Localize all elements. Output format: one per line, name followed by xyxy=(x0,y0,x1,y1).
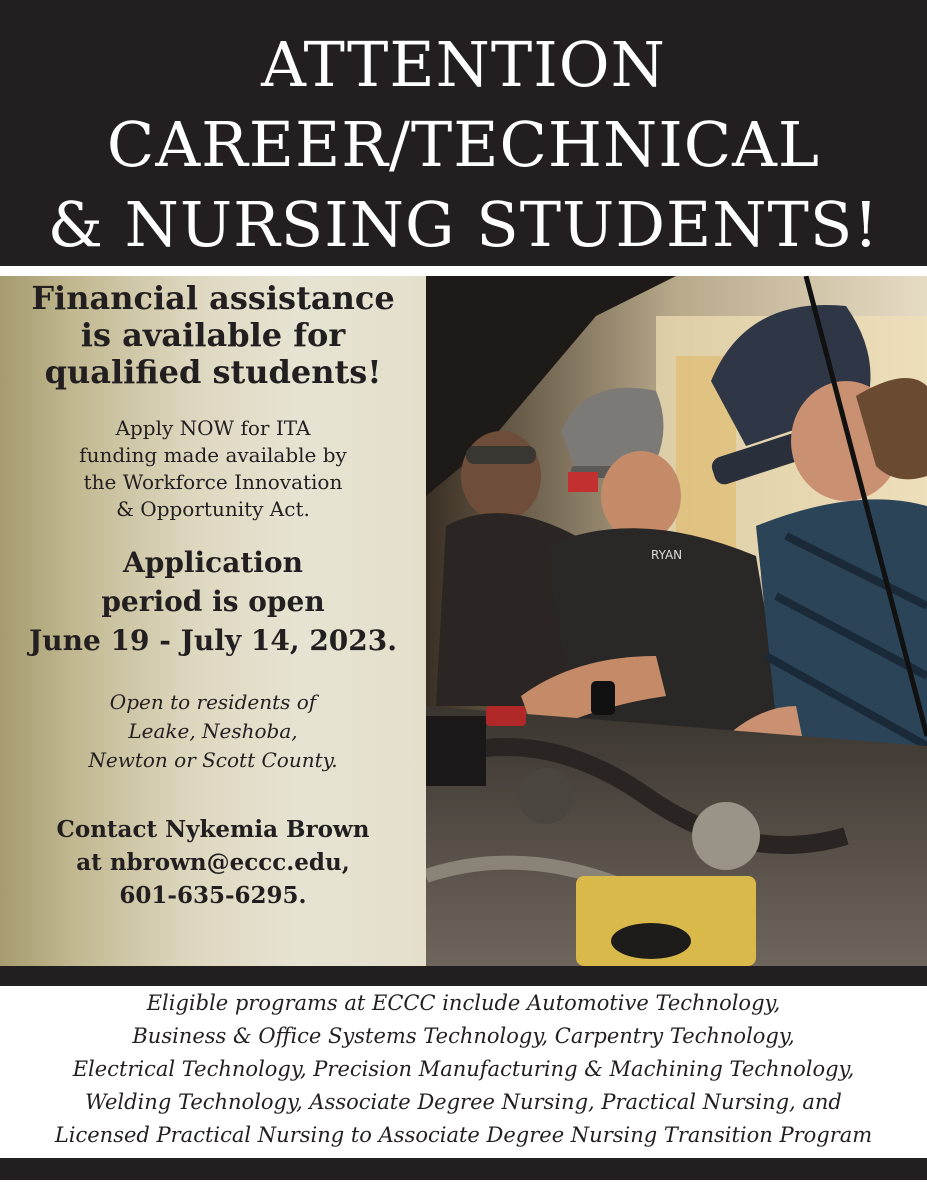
financial-assistance-heading xyxy=(0,280,426,391)
contact-name: Contact Nykemia Brown xyxy=(56,816,370,843)
headline-line: Financial assistance xyxy=(31,279,395,317)
apply-text xyxy=(0,415,426,523)
title-line-2: CAREER/TECHNICAL xyxy=(106,108,821,181)
divider xyxy=(0,266,927,276)
programs-line: Licensed Practical Nursing to Associate Degree Nursing Transition Program xyxy=(54,1123,873,1147)
programs-line: Business & Office Systems Technology, Carpentry Technology, xyxy=(132,1024,795,1048)
application-period xyxy=(0,543,426,660)
programs-line: Electrical Technology, Precision Manufacturing & Machining Technology, xyxy=(72,1057,855,1081)
eligible-programs xyxy=(0,986,927,1159)
period-line: period is open xyxy=(101,585,325,618)
apply-line: funding made available by xyxy=(79,443,347,467)
title-line-3: & NURSING STUDENTS! xyxy=(47,188,880,261)
residency-line: Open to residents of xyxy=(109,690,317,714)
contact-phone[interactable]: 601-635-6295. xyxy=(119,882,307,909)
title-line-1: ATTENTION xyxy=(261,28,666,101)
apply-line: the Workforce Innovation xyxy=(83,470,343,494)
headline-line: qualified students! xyxy=(44,353,382,391)
residency-line: Newton or Scott County. xyxy=(88,748,338,772)
period-line: Application xyxy=(123,546,303,579)
shirt-label: RYAN xyxy=(651,548,683,562)
title-banner xyxy=(0,0,927,266)
apply-line: Apply NOW for ITA xyxy=(115,416,311,440)
programs-line: Welding Technology, Associate Degree Nursing, Practical Nursing, and xyxy=(85,1090,842,1114)
period-dates: June 19 - July 14, 2023. xyxy=(28,624,397,657)
students-photo xyxy=(426,276,927,966)
info-panel xyxy=(0,276,426,966)
residency-text xyxy=(0,688,426,775)
photo-illustration xyxy=(426,276,927,966)
contact-email[interactable]: at nbrown@eccc.edu, xyxy=(76,849,350,876)
apply-line: & Opportunity Act. xyxy=(116,497,310,521)
contact-info xyxy=(0,813,426,912)
divider xyxy=(0,966,927,986)
residency-line: Leake, Neshoba, xyxy=(128,719,298,743)
footer-band xyxy=(0,1158,927,1180)
page-margin xyxy=(0,1180,927,1200)
headline-line: is available for xyxy=(80,316,346,354)
programs-line: Eligible programs at ECCC include Automotive Technology, xyxy=(146,991,781,1015)
